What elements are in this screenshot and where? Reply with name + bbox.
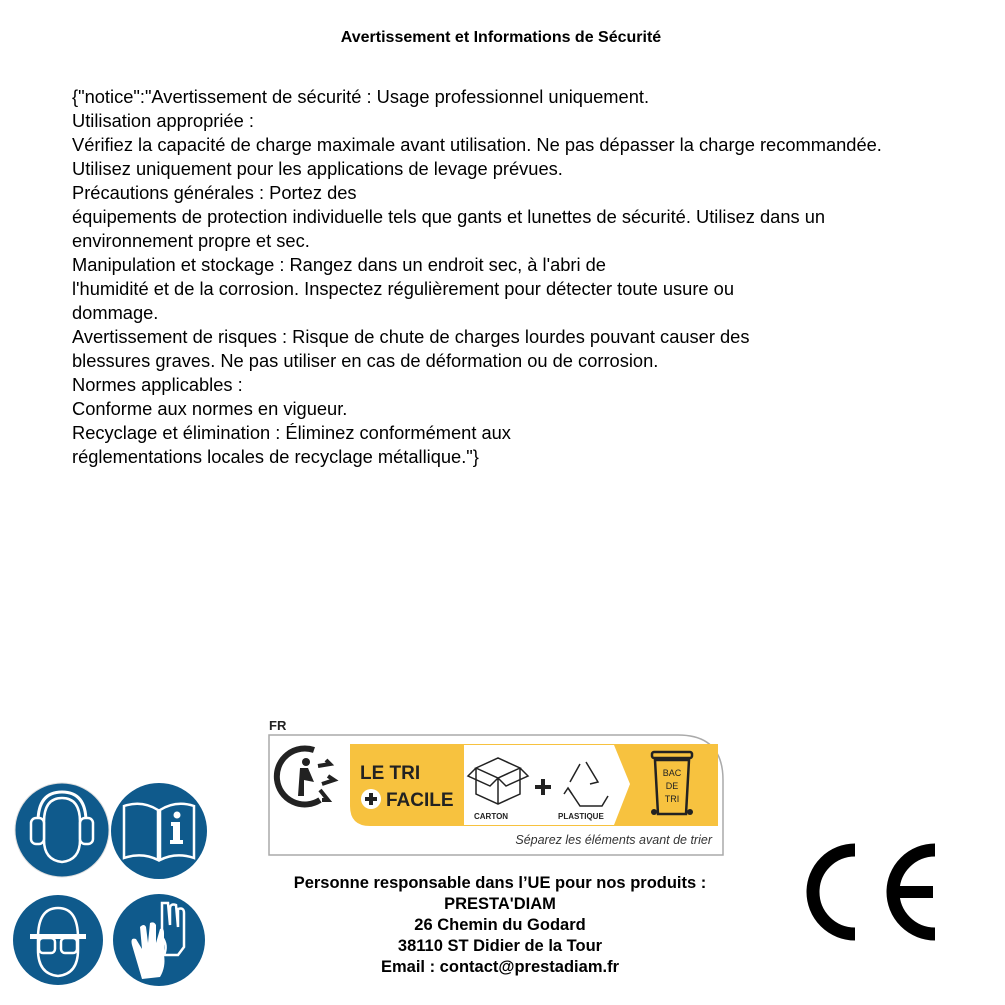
safety-notice [72, 85, 882, 469]
notice-line: Normes applicables : [72, 374, 243, 395]
bin-text: TRI [664, 794, 680, 804]
ear-protection-icon [14, 782, 110, 878]
triman-tagline: Séparez les éléments avant de trier [515, 833, 712, 847]
notice-line: Utilisation appropriée : [72, 110, 254, 131]
notice-line: environnement propre et sec. [72, 230, 310, 251]
eye-protection-icon [12, 894, 104, 986]
page-title: Avertissement et Informations de Sécurité [340, 29, 662, 46]
notice-line: Conforme aux normes en vigueur. [72, 398, 348, 419]
country-code: FR [269, 718, 287, 733]
company-name: PRESTA'DIAM [444, 895, 556, 913]
gloves-icon [112, 893, 206, 987]
carton-label: CARTON [474, 812, 509, 821]
notice-line: réglementations locales de recyclage métallique."} [72, 446, 479, 467]
responsible-person-address [250, 873, 750, 978]
notice-line: dommage. [72, 302, 159, 323]
notice-line: équipements de protection individuelle tels que gants et lunettes de sécurité. Utilisez dans un [72, 206, 826, 227]
triman-recycling-label [268, 734, 724, 856]
ce-mark-icon [795, 840, 941, 944]
notice-line: Vérifiez la capacité de charge maximale avant utilisation. Ne pas dépasser la charge recommandée. [72, 134, 882, 155]
facile-text: FACILE [386, 790, 454, 811]
contact-email: Email : contact@prestadiam.fr [381, 958, 619, 976]
notice-line: {"notice":"Avertissement de sécurité : Usage professionnel uniquement. [72, 86, 650, 107]
notice-line: Utilisez uniquement pour les applications de levage prévues. [72, 158, 563, 179]
plastique-label: PLASTIQUE [558, 812, 604, 821]
notice-line: Avertissement de risques : Risque de chute de charges lourdes pouvant causer des [72, 326, 750, 347]
notice-line: Recyclage et élimination : Éliminez conformément aux [72, 422, 511, 443]
bin-text: DE [665, 781, 679, 791]
notice-line: blessures graves. Ne pas utiliser en cas de déformation ou de corrosion. [72, 350, 659, 371]
address-heading: Personne responsable dans l’UE pour nos produits : [293, 874, 707, 892]
street-address: 26 Chemin du Godard [414, 916, 586, 934]
bin-text: BAC [662, 768, 682, 778]
notice-line: Précautions générales : Portez des [72, 182, 357, 203]
city-address: 38110 ST Didier de la Tour [397, 937, 603, 955]
le-tri-text: LE TRI [360, 763, 421, 784]
notice-line: l'humidité et de la corrosion. Inspectez régulièrement pour détecter toute usure ou [72, 278, 734, 299]
notice-line: Manipulation et stockage : Rangez dans un endroit sec, à l'abri de [72, 254, 606, 275]
read-manual-icon [110, 782, 208, 880]
